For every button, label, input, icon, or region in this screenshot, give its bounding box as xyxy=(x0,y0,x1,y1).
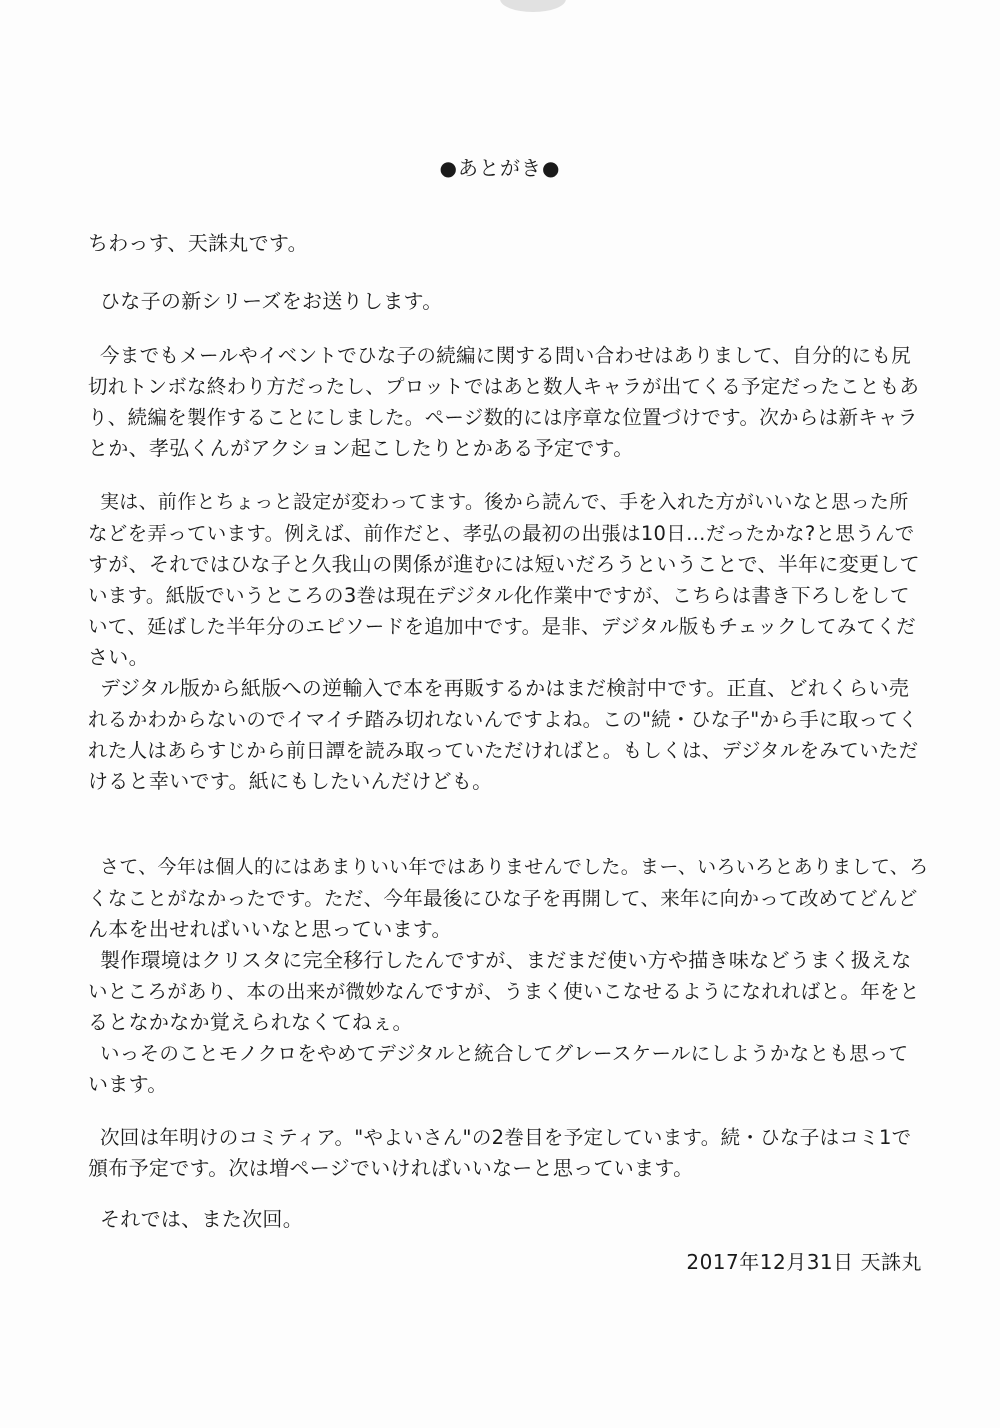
paragraph-line: いて、延ばした半年分のエピソードを追加中です。是非、デジタル版もチェックしてみてくだ xyxy=(88,615,916,638)
closing-line: それでは、また次回。 xyxy=(100,1207,303,1231)
paragraph-line: 今までもメールやイベントでひな子の続編に関する問い合わせはありまして、自分的にも尻 xyxy=(100,344,912,367)
paragraph-line: すが、それではひな子と久我山の関係が進むには短いだろうということで、半年に変更して xyxy=(88,552,920,576)
paragraph-line: れた人はあらすじから前日譚を読み取っていただければと。もしくは、デジタルをみていただ xyxy=(88,739,919,762)
paragraph-line: り、続編を製作することにしました。ページ数的には序章な位置づけです。次からは新キャラ xyxy=(88,406,918,429)
paragraph-line: 次回は年明けのコミティア。"やよいさん"の2巻目を予定しています。続・ひな子はコミ1で xyxy=(100,1126,912,1149)
page-edge-mark xyxy=(500,0,566,12)
paragraph-line: さい。 xyxy=(88,645,149,669)
paragraph-line: 頒布予定です。次は増ページでいければいいなーと思っています。 xyxy=(88,1156,694,1180)
date-signature: 2017年12月31日 天誅丸 xyxy=(686,1250,922,1274)
paragraph-line: います。紙版でいうところの3巻は現在デジタル化作業中ですが、こちらは書き下ろしをして xyxy=(88,584,910,607)
page-title: ●あとがき● xyxy=(439,156,561,180)
paragraph-1 xyxy=(88,340,928,464)
paragraph-line: いところがあり、本の出来が微妙なんですが、うまく使いこなせるようになれればと。年をと xyxy=(88,980,920,1003)
paragraph-line: います。 xyxy=(88,1072,168,1096)
paragraph-line: などを弄っています。例えば、前作だと、孝弘の最初の出張は10日…だったかな?と思うんで xyxy=(88,522,915,545)
paragraph-line: るとなかなか覚えられなくてねぇ。 xyxy=(88,1010,413,1034)
paragraph-3 xyxy=(88,852,928,1100)
paragraph-line: とか、孝弘くんがアクション起こしたりとかある予定です。 xyxy=(88,436,634,460)
paragraph-4 xyxy=(88,1122,928,1184)
paragraph-2 xyxy=(88,487,928,797)
paragraph-line: 切れトンボな終わり方だったし、プロットではあと数人キャラが出てくる予定だったこともあ xyxy=(88,375,920,398)
paragraph-line: くなことがなかったです。ただ、今年最後にひな子を再開して、来年に向かって改めてどんど xyxy=(88,887,918,910)
paragraph-line: 実は、前作とちょっと設定が変わってます。後から読んで、手を入れた方がいいなと思った所 xyxy=(100,491,909,513)
paragraph-line: れるかわからないのでイマイチ踏み切れないんですよね。この"続・ひな子"から手に取ってく xyxy=(88,708,918,731)
paragraph-line: デジタル版から紙版への逆輸入で本を再販するかはまだ検討中です。正直、どれくらい売 xyxy=(100,676,910,700)
greeting-line: ちわっす、天誅丸です。 xyxy=(88,231,308,255)
paragraph-line: 製作環境はクリスタに完全移行したんですが、まだまだ使い方や描き味などうまく扱えな xyxy=(100,948,912,972)
paragraph-line: けると幸いです。紙にもしたいんだけども。 xyxy=(88,769,493,793)
paragraph-line: さて、今年は個人的にはあまりいい年ではありませんでした。まー、いろいろとありまして、ろ xyxy=(100,856,929,878)
intro-line: ひな子の新シリーズをお送りします。 xyxy=(100,289,443,313)
paragraph-line: いっそのことモノクロをやめてデジタルと統合してグレースケールにしようかなとも思って xyxy=(100,1042,909,1065)
paragraph-line: ん本を出せればいいなと思っています。 xyxy=(88,917,452,941)
